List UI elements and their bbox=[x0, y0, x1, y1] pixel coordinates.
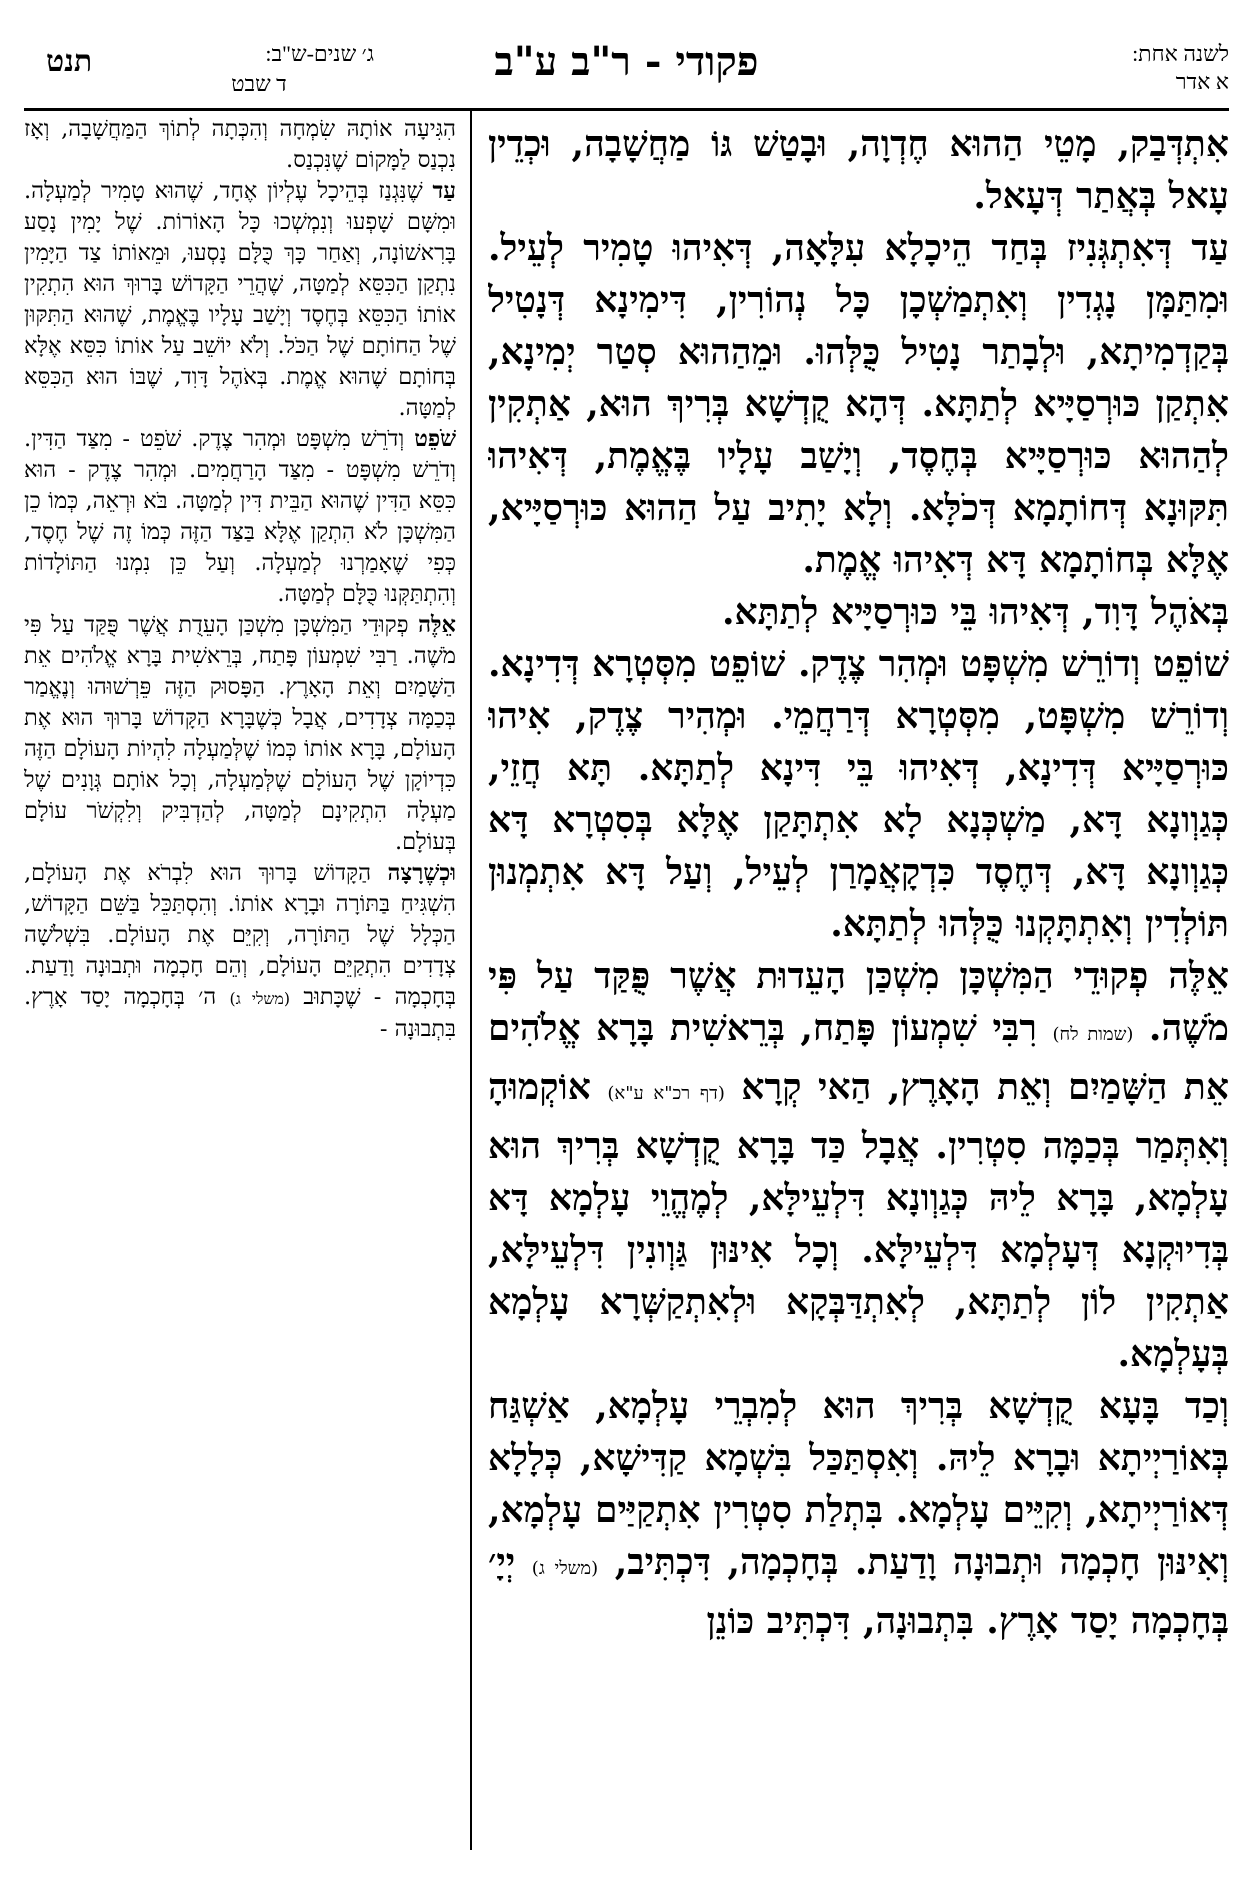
schedule-three-years-date: ד שבט bbox=[231, 71, 287, 96]
paragraph-text: וְדֹרֵשׁ מִשְׁפָּט וּמְהִר צֶדֶק. שֹׁפֵט - מִצַּד הַדִּין. וְדֹרֵשׁ מִשְׁפָּט - מִצַּד הָרַחֲמִים. וּמְהִר צֶדֶק - הוּא כִּסֵּא הַדִּין שֶׁהוּא הַבֵּית דִּין לְמַטָּה. בֹּא וּרְאֵה, כְּמוֹ כֵן הַמִּשְׁכָּן לֹא הִתְקַן אֶלָּא בַּצַּד הַזֶּה כְּמוֹ זֶה שֶׁל חֶסֶד, כְּפִי שֶׁאָמַרְנוּ לְמַעְלָה. וְעַל כֵּן נִמְנוּ הַתּוֹלָדוֹת וְהִתְתַּקְּנוּ כֻּלָּם לְמַטָּה. bbox=[24, 426, 456, 607]
side-paragraph bbox=[24, 610, 456, 858]
main-paragraph bbox=[488, 1380, 1229, 1647]
paragraph-lead-word: שֹׁפֵט bbox=[414, 426, 456, 452]
paragraph-text: פְקוּדֵי הַמִּשְׁכָּן מִשְׁכַּן הָעֵדֻת אֲשֶׁר פֻּקַּד עַל פִּי מֹשֶׁה. רַבִּי שִׁמְעוֹן פָּתַח, בְּרֵאשִׁית בָּרָא אֱלֹהִים אֵת הַשָּׁמַיִם וְאֵת הָאָרֶץ. הַפָּסוּק הַזֶּה פֵּרְשׁוּהוּ וְנֶאֱמַר בְּכַמָּה צְדָדִים, אֲבָל כְּשֶׁבָּרָא הַקָּדוֹשׁ בָּרוּךְ הוּא אֶת הָעוֹלָם, בָּרָא אוֹתוֹ כְּמוֹ שֶׁלְּמַעְלָה לִהְיוֹת הָעוֹלָם הַזֶּה כִּדְיוֹקָן שֶׁל הָעוֹלָם שֶׁלְּמַעְלָה, וְכָל אוֹתָם גְּוָנִים שֶׁל מַעְלָה הִתְקִינָם לְמַטָּה, לְהַדְבִּיק וְלִקְשֹׁר עוֹלָם בְּעוֹלָם. bbox=[24, 612, 456, 855]
main-paragraph bbox=[488, 222, 1229, 586]
paragraph-lead-word: אֵלֶּה bbox=[418, 612, 456, 638]
schedule-one-year-date: א אדר bbox=[1175, 69, 1229, 94]
paragraph-text: יְיָ׳ בְּחָכְמָה יָסַד אָרֶץ. בִּתְבוּנָה, דִּכְתִּיב כּוֹנֵן bbox=[488, 1541, 1229, 1642]
paragraph-lead-word: עַד bbox=[1191, 227, 1229, 269]
paragraph-lead-word: עַד bbox=[432, 178, 456, 204]
paragraph-text: הִגִּיעָה אוֹתָהּ שִׂמְחָה וְהִכְּתָה לְתוֹךְ הַמַּחֲשָׁבָה, וְאָז נִכְנַס לַמָּקוֹם שֶׁנִּכְנַס. bbox=[24, 116, 456, 173]
side-paragraph bbox=[24, 176, 456, 424]
paragraph-text: בְּאֹהֶל דָּוִד, דְּאִיהוּ בֵּי כּוּרְסַיָּיא לְתַתָּא. bbox=[722, 591, 1229, 633]
main-paragraph bbox=[488, 118, 1229, 222]
paragraph-text: ה׳ בְּחָכְמָה יָסַד אָרֶץ. בִּתְבוּנָה - bbox=[24, 984, 456, 1042]
paragraph-text: וְדוֹרֵשׁ מִשְׁפָּט וּמְהִר צֶדֶק. שׁוֹפֵט מִסְּטְרָא דְּדִינָא. וְדוֹרֵשׁ מִשְׁפָּט, מִסְּטְרָא דְּרַחֲמֵי. וּמְהִיר צֶדֶק, אִיהוּ כּוּרְסַיָּיא דְּדִינָא, דְּאִיהוּ בֵּי דִּינָא לְתַתָּא. תָּא חֲזֵי, כְּגַוְונָא דָּא, מַשְׁכְּנָא לָא אִתְתָּקַן אֶלָּא בְּסִטְרָא דָּא כְּגַוְונָא דָּא, דְּחֶסֶד כִּדְקָאֲמָרַן לְעֵיל, וְעַל דָּא אִתְמְנוּן תּוֹלְדִין וְאִתְתָּקְנוּ כֻּלְּהוּ לְתַתָּא. bbox=[488, 643, 1229, 945]
folio-reference: (דף רכ"א ע"א) bbox=[607, 1083, 725, 1104]
paragraph-text: שֶׁנִּגְנַז בְּהֵיכָל עֶלְיוֹן אֶחָד, שֶׁהוּא טָמִיר לְמַעְלָה. וּמִשָּׁם שָׁפְעוּ וְנִמְשְׁכוּ כָּל הָאוֹרוֹת. שֶׁל יָמִין נָסַע בָּרִאשׁוֹנָה, וְאַחַר כָּךְ כֻּלָּם נָסְעוּ, וּמֵאוֹתוֹ צַד הַיָּמִין נִתְקַן הַכִּסֵּא לְמַטָּה, שֶׁהֲרֵי הַקָּדוֹשׁ בָּרוּךְ הוּא הִתְקִין אוֹתוֹ הַכִּסֵּא בְּחֶסֶד וְיָשַׁב עָלָיו בֶּאֱמֶת, שֶׁהוּא הַתִּקּוּן שֶׁל הַחוֹתָם שֶׁל הַכֹּל. וְלֹא יוֹשֵׁב עַל אוֹתוֹ כִּסֵּא אֶלָּא בְּחוֹתָם שֶׁהוּא אֱמֶת. בְּאֹהֶל דָּוִד, שֶׁבּוֹ הוּא הַכִּסֵּא לְמַטָּה. bbox=[24, 178, 456, 421]
paragraph-text: הַקָּדוֹשׁ בָּרוּךְ הוּא לִבְרֹא אֶת הָעוֹלָם, הִשְׁגִּיחַ בַּתּוֹרָה וּבָרָא אוֹתוֹ. וְהִסְתַּכֵּל בַּשֵּׁם הַקָּדוֹשׁ, הַכְּלָל שֶׁל הַתּוֹרָה, וְקִיֵּם אֶת הָעוֹלָם. בִּשְׁלֹשָׁה צְדָדִים הִתְקַיֵּם הָעוֹלָם, וְהֵם חָכְמָה וּתְבוּנָה וָדַעַת. בְּחָכְמָה - שֶׁכָּתוּב bbox=[24, 860, 456, 1010]
main-paragraph bbox=[488, 586, 1229, 638]
scripture-reference: (משלי ג) bbox=[531, 1558, 599, 1579]
paragraph-lead-word: שׁוֹפֵט bbox=[1152, 643, 1229, 685]
page-number: תנט bbox=[46, 44, 93, 79]
paragraph-text: רִבִּי שִׁמְעוֹן פָּתַח, בְּרֵאשִׁית בָּרָא אֱלֹהִים אֵת הַשָּׁמַיִם וְאֵת הָאָרֶץ, הַאי קְרָא bbox=[488, 1007, 1229, 1108]
main-paragraph bbox=[488, 950, 1229, 1380]
header-divider bbox=[24, 108, 1229, 111]
side-paragraph bbox=[24, 114, 456, 176]
paragraph-text: פְקוּדֵי הַמִּשְׁכָּן מִשְׁכַּן הָעֵדוּת אֲשֶׁר פֻּקַּד עַל פִּי מֹשֶׁה. bbox=[488, 955, 1229, 1049]
paragraph-lead-word: אֵלֶּה bbox=[1168, 955, 1229, 997]
paragraph-text: אוֹקְמוּהָ וְאִתְּמַר בְּכַמָּה סִטְרִין. אֲבָל כַּד בָּרָא קֻדְשָׁא בְּרִיךְ הוּא עָלְמָא, בָּרָא לֵיהּ כְּגַוְונָא דִּלְעֵילָּא, לְמֶהֱוֵי עָלְמָא דָּא בְּדִיוּקְנָא דְּעָלְמָא דִּלְעֵילָּא. וְכָל אִינּוּן גַּוְונִין דִּלְעֵילָּא, אַתְקִין לוֹן לְתַתָּא, לְאִתְדַּבְּקָא וּלְאִתְקַשְּׁרָא עָלְמָא בְּעָלְמָא. bbox=[488, 1066, 1229, 1375]
side-paragraph bbox=[24, 424, 456, 610]
paragraph-text: אִתְדְּבַק, מָטֵי הַהוּא חֶדְוָה, וּבָטַשׁ גּוֹ מַחֲשָׁבָה, וּכְדֵין עָאל בְּאֲתַר דְּעָאל. bbox=[488, 123, 1229, 217]
side-paragraph bbox=[24, 858, 456, 1045]
paragraph-lead-word: וּכְשֶׁרָצָה bbox=[387, 860, 456, 886]
main-paragraph bbox=[488, 638, 1229, 950]
hebrew-translation-column bbox=[24, 114, 456, 1854]
scripture-reference: (שמות לח) bbox=[1052, 1024, 1134, 1045]
scripture-reference: (משלי ג) bbox=[229, 989, 291, 1008]
column-divider bbox=[470, 108, 472, 1850]
schedule-one-year-label: לשנה אחת: bbox=[1132, 41, 1229, 66]
schedule-three-years-label: ג׳ שנים-ש"ב: bbox=[265, 41, 374, 66]
paragraph-lead-word: וְכַד bbox=[1184, 1385, 1229, 1427]
page-header bbox=[24, 30, 1229, 120]
page-title: פקודי - ר"ב ע"ב bbox=[494, 38, 759, 85]
paragraph-text: בָּעָא קֻדְשָׁא בְּרִיךְ הוּא לְמִבְרֵי עָלְמָא, אַשְׁגַּח בְּאוֹרַיְיתָא וּבָרָא לֵיהּ. וְאִסְתַּכַּל בִּשְׁמָא קַדִּישָׁא, כְּלָלָא דְּאוֹרַיְיתָא, וְקִיֵּים עָלְמָא. בִּתְלַת סִטְרִין אִתְקַיַּים עָלְמָא, וְאִינּוּן חָכְמָה וּתְבוּנָה וָדַעַת. בְּחָכְמָה, דִּכְתִּיב, bbox=[488, 1385, 1229, 1583]
paragraph-text: דְּאִתְגְּנִיז בְּחַד הֵיכָלָא עִלָּאָה, דְּאִיהוּ טָמִיר לְעֵיל. וּמִתַּמָּן נָגְדִין וְאִתְמַשְׁכָן כָּל נְהוֹרִין, דִּימִינָא דְּנָטִיל בְּקַדְמִיתָא, וּלְבָתַר נָטִיל כֻּלְּהוּ. וּמֵהַהוּא סְטַר יְמִינָא, אִתְקַן כּוּרְסַיָּיא לְתַתָּא. דְּהָא קֻדְשָׁא בְּרִיךְ הוּא, אַתְקִין לְהַהוּא כּוּרְסַיָּיא בְּחֶסֶד, וְיָשַׁב עָלָיו בֶּאֱמֶת, דְּאִיהוּ תִּקּוּנָא דְּחוֹתָמָא דְּכֹלָּא. וְלָא יָתִיב עַל הַהוּא כּוּרְסַיָּיא, אֶלָּא בְּחוֹתָמָא דָּא דְּאִיהוּ אֱמֶת. bbox=[488, 227, 1229, 581]
aramaic-text-column bbox=[488, 118, 1229, 1854]
